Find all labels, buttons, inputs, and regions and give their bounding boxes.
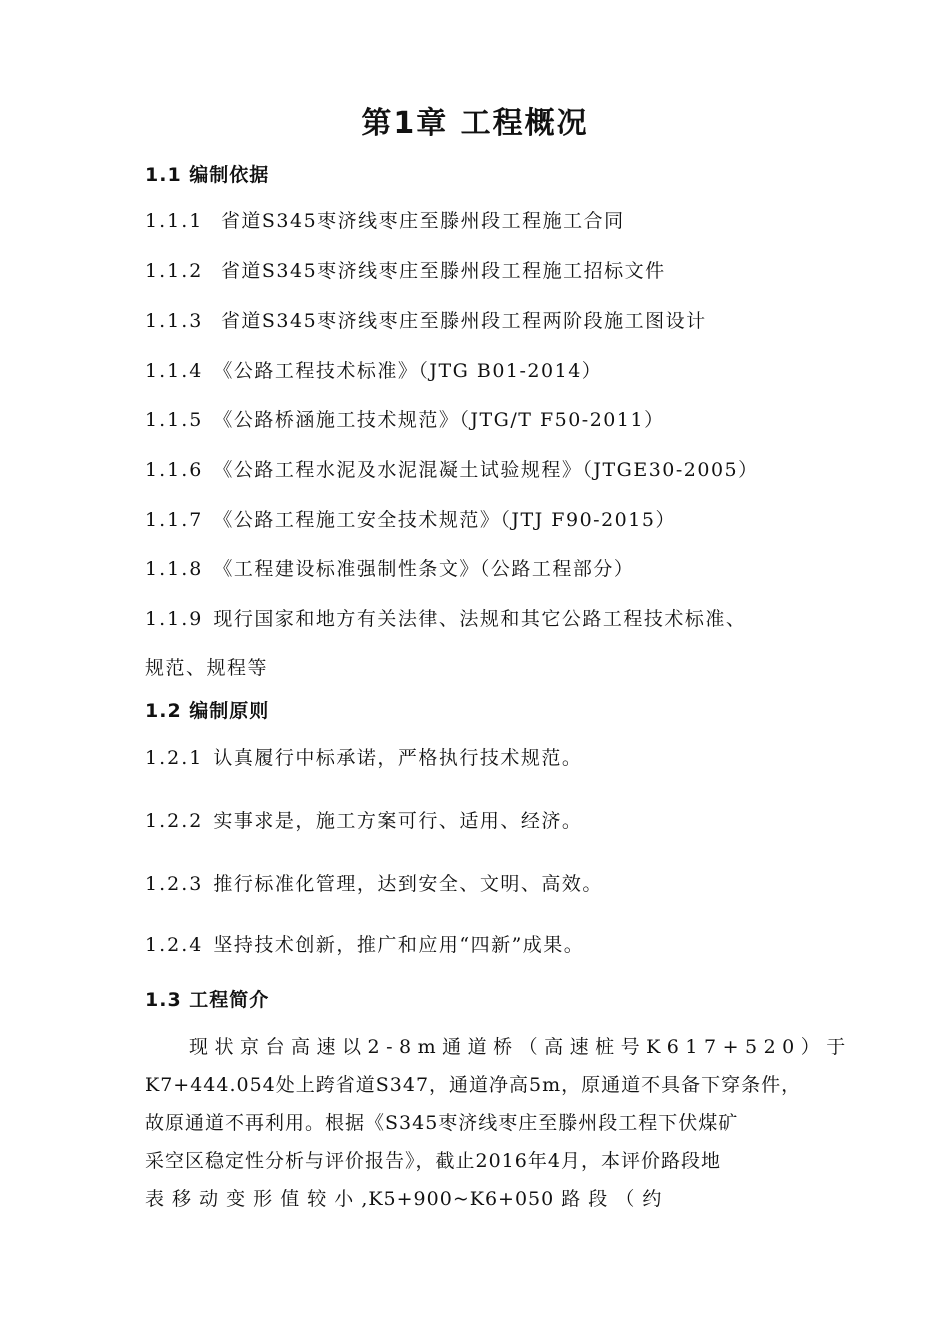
paragraph-line: 故原通道不再利用。根据《S345枣济线枣庄至滕州段工程下伏煤矿 — [145, 1112, 739, 1134]
item-text: 《公路桥涵施工技术规范》（JTG/T F50-2011） — [213, 409, 665, 431]
section-heading-1-2: 1.2 编制原则 — [145, 700, 270, 722]
item-number: 1.2.2 — [145, 810, 204, 832]
item-number: 1.1.7 — [145, 509, 204, 531]
item-number: 1.1.8 — [145, 558, 204, 580]
item-number: 1.1.9 — [145, 608, 204, 630]
paragraph-line: 表 移 动 变 形 值 较 小 ,K5+900~K6+050 路 段 （ 约 — [145, 1188, 663, 1210]
list-item — [145, 509, 676, 532]
item-number: 1.1.3 — [145, 310, 204, 332]
item-text: 省道S345枣济线枣庄至滕州段工程两阶段施工图设计 — [213, 310, 707, 332]
item-text: 现行国家和地方有关法律、法规和其它公路工程技术标准、 — [213, 608, 747, 630]
section-heading-1-3: 1.3 工程简介 — [145, 989, 270, 1011]
list-item-continuation: 规范、规程等 — [145, 657, 269, 679]
item-number: 1.1.5 — [145, 409, 204, 431]
item-text: 推行标准化管理，达到安全、文明、高效。 — [213, 873, 603, 895]
item-text: 坚持技术创新，推广和应用“四新”成果。 — [213, 934, 585, 956]
list-item — [145, 260, 666, 283]
item-number: 1.2.3 — [145, 873, 204, 895]
list-item — [145, 810, 582, 833]
item-number: 1.2.4 — [145, 934, 204, 956]
paragraph-line: 采空区稳定性分析与评价报告》，截止2016年4月，本评价路段地 — [145, 1150, 721, 1172]
list-item — [145, 934, 584, 957]
item-text: 认真履行中标承诺，严格执行技术规范。 — [213, 747, 583, 769]
item-number: 1.1.4 — [145, 360, 204, 382]
item-text: 实事求是，施工方案可行、适用、经济。 — [213, 810, 583, 832]
item-text: 《公路工程施工安全技术规范》（JTJ F90-2015） — [213, 509, 676, 531]
list-item — [145, 873, 603, 896]
item-number: 1.2.1 — [145, 747, 204, 769]
list-item — [145, 608, 746, 631]
item-text: 《公路工程技术标准》（JTG B01-2014） — [213, 360, 603, 382]
list-item — [145, 360, 602, 383]
list-item — [145, 409, 665, 432]
item-text: 省道S345枣济线枣庄至滕州段工程施工合同 — [213, 210, 625, 232]
list-item — [145, 210, 625, 233]
paragraph-line: K7+444.054处上跨省道S347，通道净高5m，原通道不具备下穿条件， — [145, 1074, 802, 1096]
item-number: 1.1.6 — [145, 459, 204, 481]
paragraph-line: 现状京台高速以2-8m通道桥（高速桩号K617+520）于 — [189, 1036, 852, 1058]
item-number: 1.1.1 — [145, 210, 204, 232]
list-item — [145, 459, 759, 482]
item-text: 《工程建设标准强制性条文》（公路工程部分） — [213, 558, 635, 580]
section-heading-1-1: 1.1 编制依据 — [145, 164, 270, 186]
item-text: 省道S345枣济线枣庄至滕州段工程施工招标文件 — [213, 260, 666, 282]
project-intro-paragraph — [145, 1028, 852, 1218]
chapter-title: 第1章 工程概况 — [361, 106, 589, 141]
list-item — [145, 558, 634, 581]
item-number: 1.1.2 — [145, 260, 204, 282]
list-item — [145, 310, 707, 333]
list-item — [145, 747, 582, 770]
item-text: 《公路工程水泥及水泥混凝土试验规程》（JTGE30-2005） — [213, 459, 759, 481]
